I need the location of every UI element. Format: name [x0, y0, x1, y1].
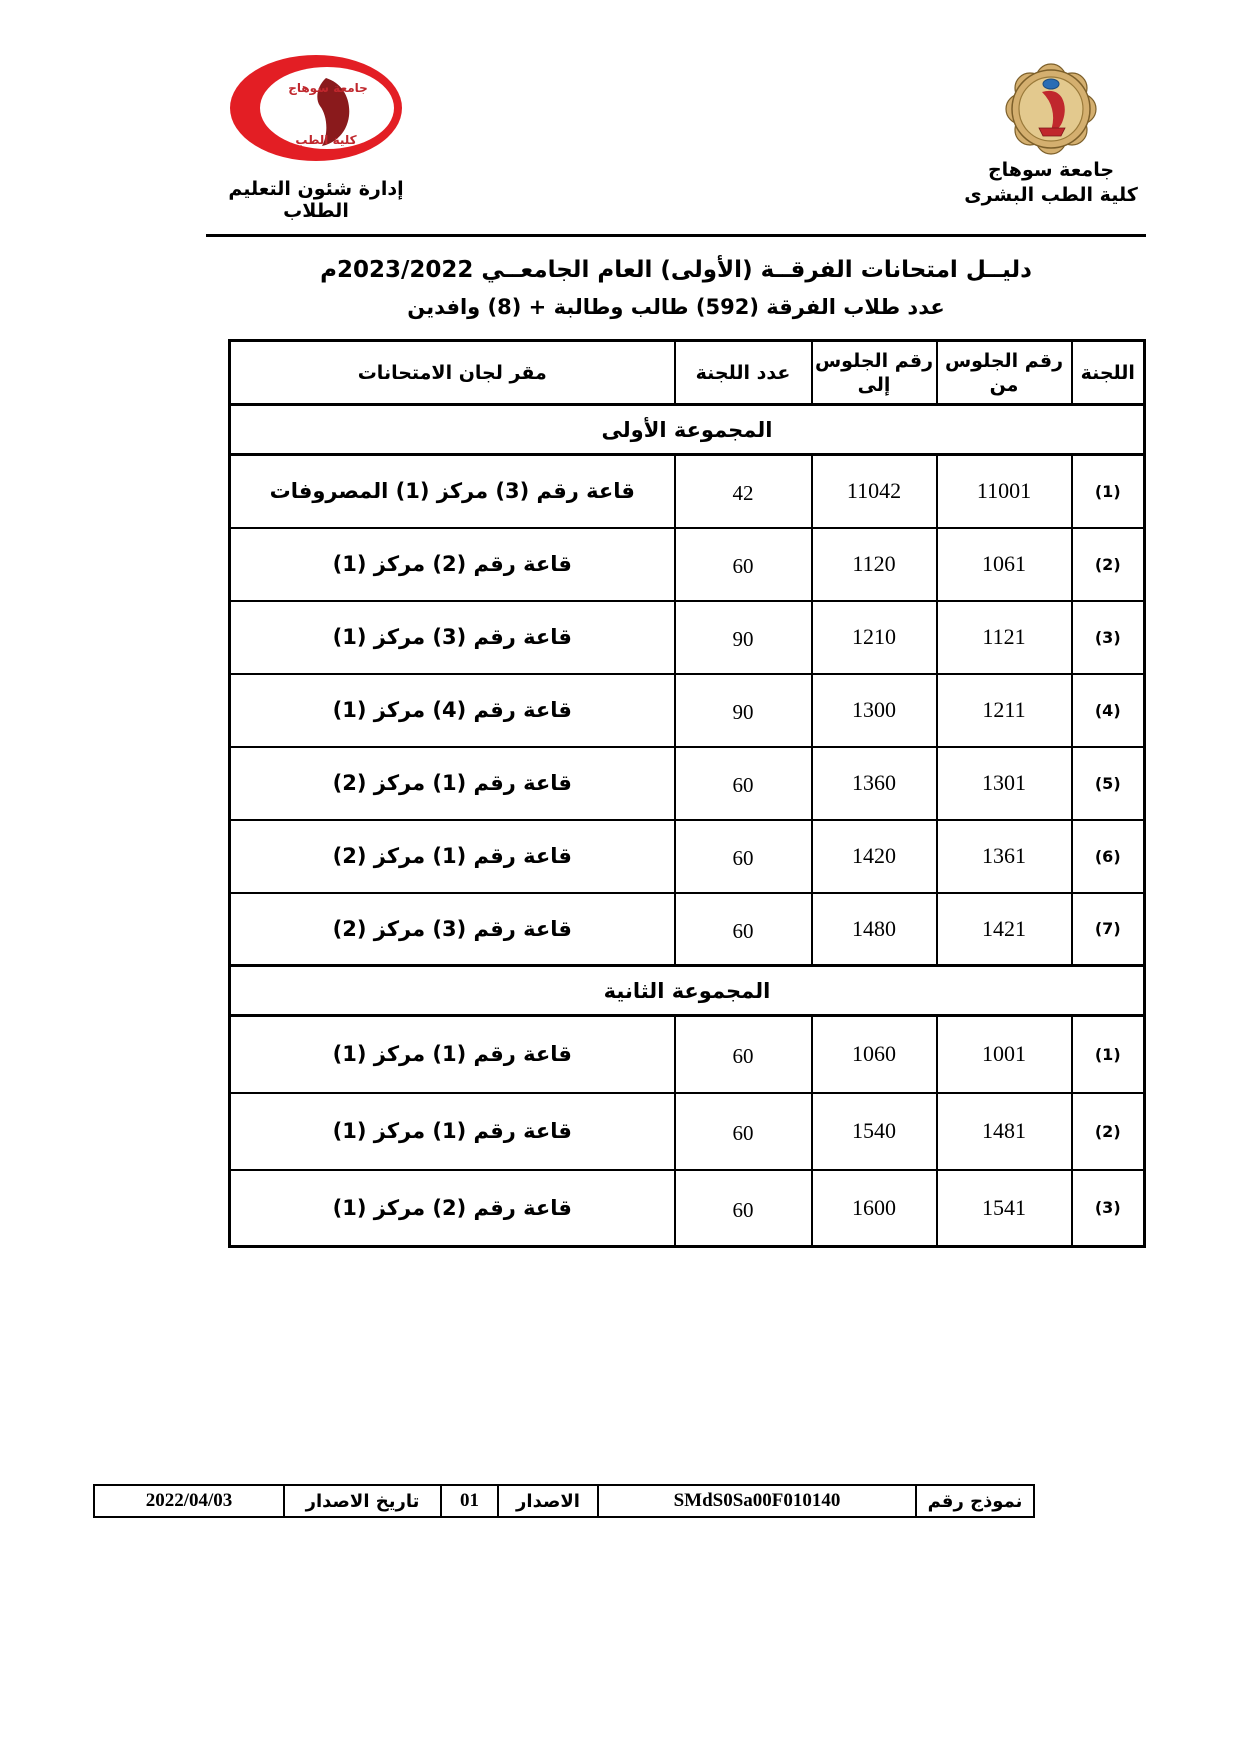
committee-count: 60	[675, 747, 812, 820]
col-header-seat-to-line1: رقم الجلوس	[814, 349, 934, 372]
exam-committees-table	[228, 339, 1146, 1248]
department-caption: إدارة شئون التعليم الطلاب	[228, 178, 404, 222]
seat-to: 1300	[812, 674, 937, 747]
committee-location: قاعة رقم (1) مركز (2)	[230, 820, 675, 893]
committee-location: قاعة رقم (1) مركز (1)	[230, 1016, 675, 1093]
form-number-value: SMdS0Sa00F010140	[598, 1485, 916, 1517]
sohag-university-seal-icon	[1001, 56, 1101, 156]
committee-number: (6)	[1072, 820, 1145, 893]
table-row	[230, 1170, 1145, 1247]
col-header-seat-from	[937, 341, 1072, 405]
committee-location: قاعة رقم (3) مركز (1)	[230, 601, 675, 674]
seat-from: 1301	[937, 747, 1072, 820]
committee-number: (3)	[1072, 601, 1145, 674]
form-footer-table	[93, 1484, 1035, 1518]
seat-from: 1001	[937, 1016, 1072, 1093]
committee-count: 42	[675, 455, 812, 528]
department-block	[206, 52, 426, 222]
committee-number: (3)	[1072, 1170, 1145, 1247]
issue-date-label: تاريخ الاصدار	[284, 1485, 441, 1517]
col-header-location: مقر لجان الامتحانات	[230, 341, 675, 405]
committee-location: قاعة رقم (2) مركز (1)	[230, 1170, 675, 1247]
committee-location: قاعة رقم (1) مركز (1)	[230, 1093, 675, 1170]
seat-from: 1481	[937, 1093, 1072, 1170]
table-row	[230, 893, 1145, 966]
seat-to: 11042	[812, 455, 937, 528]
table-row	[230, 820, 1145, 893]
committee-location: قاعة رقم (2) مركز (1)	[230, 528, 675, 601]
header-divider	[206, 234, 1146, 237]
seat-to: 1480	[812, 893, 937, 966]
committee-count: 90	[675, 601, 812, 674]
seat-to: 1120	[812, 528, 937, 601]
committee-location: قاعة رقم (3) مركز (1) المصروفات	[230, 455, 675, 528]
document-title: دليــل امتحانات الفرقــة (الأولى) العام الجامعــي 2023/2022م	[320, 257, 1032, 283]
form-number-label: نموذج رقم	[916, 1485, 1034, 1517]
seat-to: 1600	[812, 1170, 937, 1247]
faculty-name: كلية الطب البشرى	[964, 184, 1138, 206]
document-subtitle: عدد طلاب الفرقة (592) طالب وطالبة + (8) وافدين	[407, 295, 945, 319]
logo-text-bottom: كلية الطب	[295, 133, 357, 147]
seat-from: 1211	[937, 674, 1072, 747]
group-title: المجموعة الثانية	[230, 966, 1145, 1016]
seat-to: 1360	[812, 747, 937, 820]
committee-location: قاعة رقم (4) مركز (1)	[230, 674, 675, 747]
committee-count: 60	[675, 820, 812, 893]
committee-number: (2)	[1072, 528, 1145, 601]
table-header-row	[230, 341, 1145, 405]
col-header-count: عدد اللجنة	[675, 341, 812, 405]
committee-count: 60	[675, 893, 812, 966]
document-titles	[206, 251, 1146, 325]
col-header-seat-to	[812, 341, 937, 405]
group-header-second	[230, 966, 1145, 1016]
seat-from: 1061	[937, 528, 1072, 601]
version-value: 01	[441, 1485, 498, 1517]
committee-number: (5)	[1072, 747, 1145, 820]
committee-count: 90	[675, 674, 812, 747]
table-row	[230, 601, 1145, 674]
committee-number: (1)	[1072, 455, 1145, 528]
table-row	[230, 455, 1145, 528]
logo-text-top: جامعة سوهاج	[288, 81, 368, 95]
committee-count: 60	[675, 1016, 812, 1093]
committee-count: 60	[675, 1093, 812, 1170]
table-row	[230, 1093, 1145, 1170]
university-block	[956, 52, 1146, 208]
committee-number: (4)	[1072, 674, 1145, 747]
seat-from: 1361	[937, 820, 1072, 893]
seat-from: 1121	[937, 601, 1072, 674]
seat-to: 1060	[812, 1016, 937, 1093]
seat-to: 1210	[812, 601, 937, 674]
committee-count: 60	[675, 1170, 812, 1247]
seat-from: 1421	[937, 893, 1072, 966]
committee-location: قاعة رقم (3) مركز (2)	[230, 893, 675, 966]
committee-count: 60	[675, 528, 812, 601]
group-title: المجموعة الأولى	[230, 405, 1145, 455]
col-header-committee: اللجنة	[1072, 341, 1145, 405]
table-row	[230, 1016, 1145, 1093]
faculty-crescent-logo-icon	[226, 52, 406, 164]
committee-number: (2)	[1072, 1093, 1145, 1170]
version-label: الاصدار	[498, 1485, 598, 1517]
seat-to: 1540	[812, 1093, 937, 1170]
committee-number: (7)	[1072, 893, 1145, 966]
seat-from: 11001	[937, 455, 1072, 528]
page-header	[206, 52, 1146, 222]
footer-row	[94, 1485, 1034, 1517]
university-name: جامعة سوهاج	[987, 159, 1115, 181]
table-row	[230, 674, 1145, 747]
seat-from: 1541	[937, 1170, 1072, 1247]
issue-date-value: 2022/04/03	[94, 1485, 284, 1517]
seat-to: 1420	[812, 820, 937, 893]
col-header-seat-to-line2: إلى	[857, 373, 891, 396]
table-row	[230, 528, 1145, 601]
table-row	[230, 747, 1145, 820]
group-header-first	[230, 405, 1145, 455]
col-header-seat-from-line1: رقم الجلوس	[944, 349, 1064, 372]
col-header-seat-from-line2: من	[989, 373, 1019, 396]
committee-number: (1)	[1072, 1016, 1145, 1093]
committee-location: قاعة رقم (1) مركز (2)	[230, 747, 675, 820]
